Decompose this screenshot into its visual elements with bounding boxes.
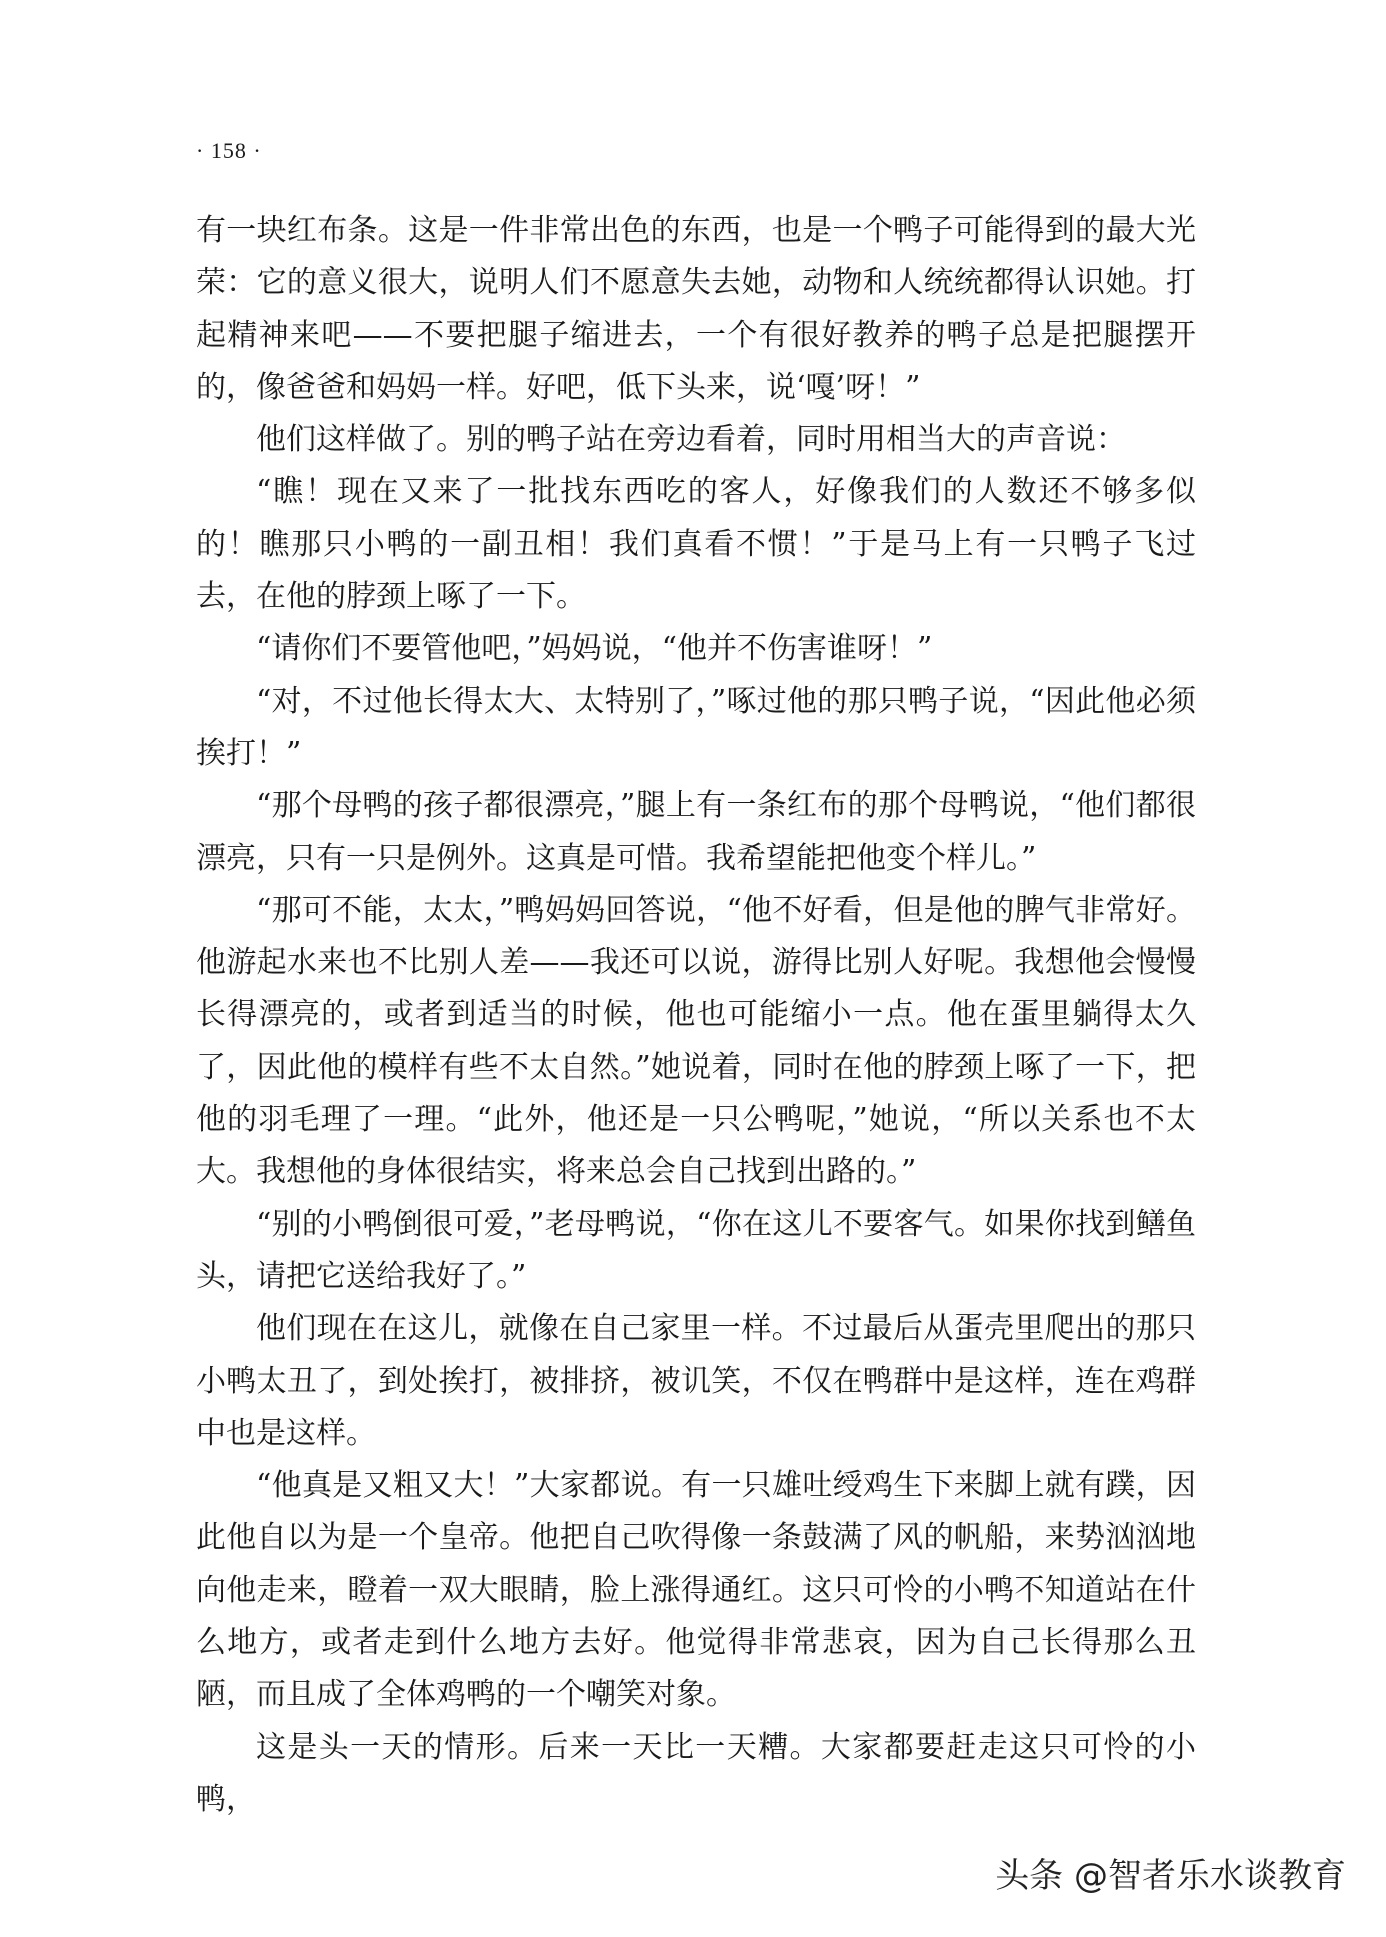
paragraph-9: 他们现在在这儿，就像在自己家里一样。不过最后从蛋壳里爬出的那只小鸭太丑了，到处挨打，被排挤，被讥笑，不仅在鸭群中是这样，连在鸡群中也是这样。 <box>196 1311 1196 1451</box>
paragraph-11: 这是头一天的情形。后来一天比一天糟。大家都要赶走这只可怜的小鸭， <box>196 1729 1196 1817</box>
watermark: 头条 @智者乐水谈教育 <box>995 1856 1346 1896</box>
paragraph-4: “请你们不要管他吧，”妈妈说，“他并不伤害谁呀！” <box>256 631 933 667</box>
paragraph-5: “对，不过他长得太大、太特别了，”啄过他的那只鸭子说，“因此他必须挨打！” <box>196 683 1196 771</box>
body-text <box>196 205 1196 1826</box>
paragraph-10: “他真是又粗又大！”大家都说。有一只雄吐绶鸡生下来脚上就有蹼，因此他自以为是一个皇帝。他把自己吹得像一条鼓满了风的帆船，来势汹汹地向他走来，瞪着一双大眼睛，脸上涨得通红。这只可怜的小鸭不知道站在什么地方，或者走到什么地方去好。他觉得非常悲哀，因为自己长得那么丑陋，而且成了全体鸡鸭的一个嘲笑对象。 <box>196 1468 1196 1713</box>
paragraph-6: “那个母鸭的孩子都很漂亮，”腿上有一条红布的那个母鸭说，“他们都很漂亮，只有一只是例外。这真是可惜。我希望能把他变个样儿。” <box>196 788 1196 876</box>
paragraph-2: 他们这样做了。别的鸭子站在旁边看着，同时用相当大的声音说： <box>256 422 1126 458</box>
paragraph-7: “那可不能，太太，”鸭妈妈回答说，“他不好看，但是他的脾气非常好。他游起水来也不比别人差——我还可以说，游得比别人好呢。我想他会慢慢长得漂亮的，或者到适当的时候，他也可能缩小一点。他在蛋里躺得太久了，因此他的模样有些不太自然。”她说着，同时在他的脖颈上啄了一下，把他的羽毛理了一理。“此外，他还是一只公鸭呢，”她说，“所以关系也不太大。我想他的身体很结实，将来总会自己找到出路的。” <box>196 892 1196 1190</box>
paragraph-8: “别的小鸭倒很可爱，”老母鸭说，“你在这儿不要客气。如果你找到鳝鱼头，请把它送给我好了。” <box>196 1206 1196 1294</box>
paragraph-1: 有一块红布条。这是一件非常出色的东西，也是一个鸭子可能得到的最大光荣：它的意义很大，说明人们不愿意失去她，动物和人统统都得认识她。打起精神来吧——不要把腿子缩进去，一个有很好教养的鸭子总是把腿摆开的，像爸爸和妈妈一样。好吧，低下头来，说‘嘎’呀！” <box>196 213 1196 405</box>
page-number: · 158 · <box>196 138 262 163</box>
paragraph-3: “瞧！现在又来了一批找东西吃的客人，好像我们的人数还不够多似的！瞧那只小鸭的一副丑相！我们真看不惯！”于是马上有一只鸭子飞过去，在他的脖颈上啄了一下。 <box>196 474 1196 615</box>
